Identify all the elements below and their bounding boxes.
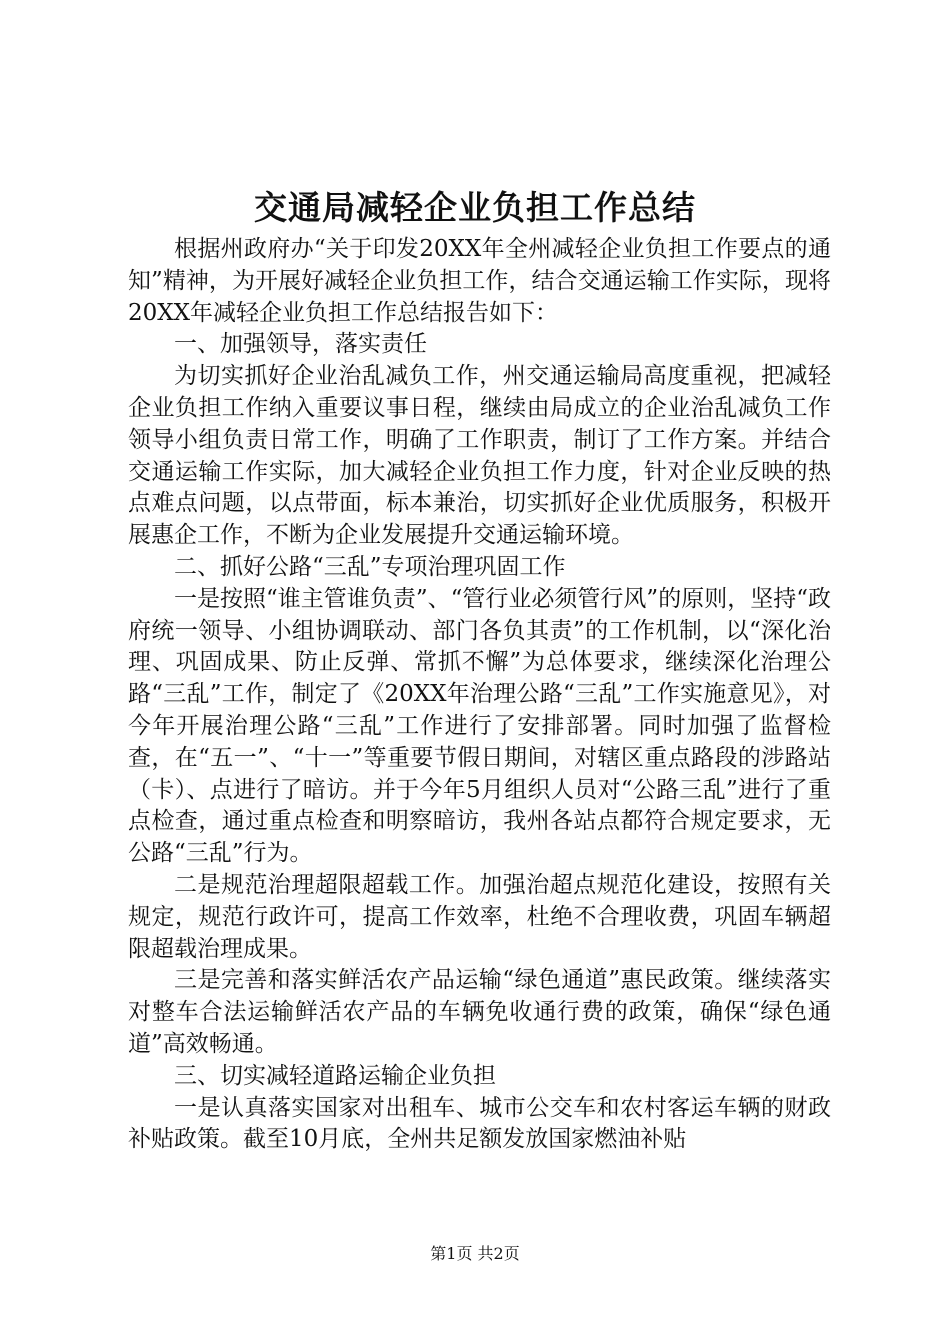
paragraph-section-2-item-1: 一是按照“谁主管谁负责”、“管行业必须管行风”的原则，坚持“政府统一领导、小组协调联动、部门各负其责”的工作机制，以“深化治理、巩固成果、防止反弹、常抓不懈”为总体要求，继续深化治理公路“三乱”工作，制定了《20XX年治理公路“三乱”工作实施意见》，对今年开展治理公路“三乱”工作进行了安排部署。同时加强了监督检查，在“五一”、“十一”等重要节假日期间，对辖区重点路段的涉路站（卡）、点进行了暗访。并于今年5月组织人员对“公路三乱”进行了重点检查，通过重点检查和明察暗访，我州各站点都符合规定要求，无公路“三乱”行为。 (128, 585, 831, 867)
paragraph-section-2-item-3: 三是完善和落实鲜活农产品运输“绿色通道”惠民政策。继续落实对整车合法运输鲜活农产品的车辆免收通行费的政策，确保“绿色通道”高效畅通。 (128, 967, 831, 1057)
section-heading-1: 一、加强领导，落实责任 (174, 331, 427, 358)
section-heading-3: 三、切实减轻道路运输企业负担 (174, 1062, 496, 1089)
document-body (128, 234, 831, 1156)
paragraph-section-2-item-2: 二是规范治理超限超载工作。加强治超点规范化建设，按照有关规定，规范行政许可，提高工作效率，杜绝不合理收费，巩固车辆超限超载治理成果。 (128, 871, 831, 962)
paragraph-section-1: 为切实抓好企业治乱减负工作，州交通运输局高度重视，把减轻企业负担工作纳入重要议事日程，继续由局成立的企业治乱减负工作领导小组负责日常工作，明确了工作职责，制订了工作方案。并结合交通运输工作实际，加大减轻企业负担工作力度，针对企业反映的热点难点问题，以点带面，标本兼治，切实抓好企业优质服务，积极开展惠企工作，不断为企业发展提升交通运输环境。 (128, 363, 831, 549)
section-heading-2: 二、抓好公路“三乱”专项治理巩固工作 (174, 553, 566, 580)
document-title: 交通局减轻企业负担工作总结 (254, 188, 696, 227)
paragraph-section-3-item-1: 一是认真落实国家对出租车、城市公交车和农村客运车辆的财政补贴政策。截至10月底，全州共足额发放国家燃油补贴 (128, 1094, 831, 1153)
page-number-footer: 第1页 共2页 (430, 1244, 520, 1263)
paragraph-intro: 根据州政府办“关于印发20XX年全州减轻企业负担工作要点的通知”精神，为开展好减轻企业负担工作，结合交通运输工作实际，现将20XX年减轻企业负担工作总结报告如下： (128, 236, 831, 326)
